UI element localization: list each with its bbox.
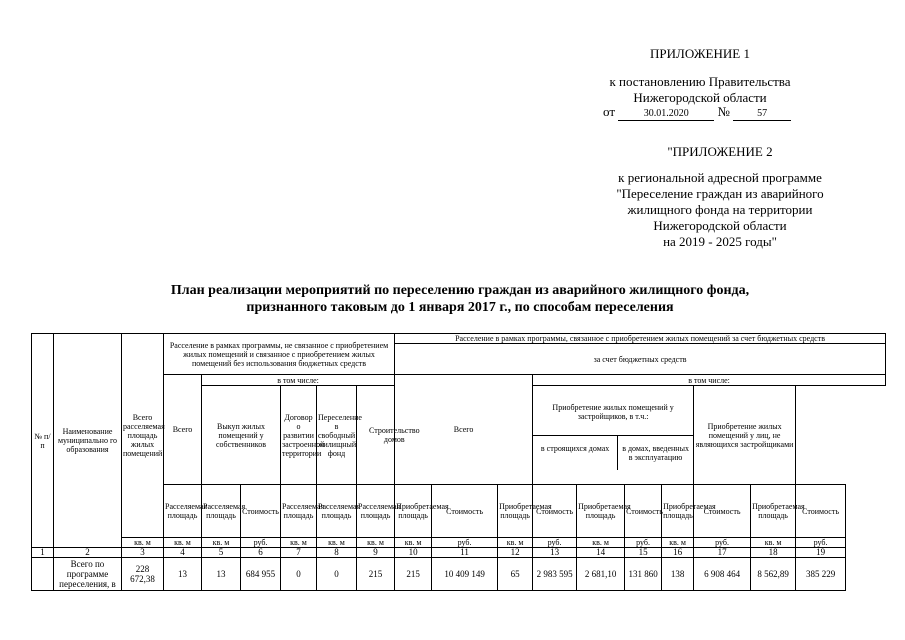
data-cell: 215: [357, 558, 395, 591]
column-number: 11: [432, 548, 498, 558]
subheader-cost: Стоимость: [625, 485, 662, 538]
subheader-resettled-area: Расселяемая площадь: [281, 485, 317, 538]
column-number: 6: [241, 548, 281, 558]
data-cell: 13: [202, 558, 241, 591]
unit-cell: руб.: [625, 538, 662, 548]
subheader-cost: Стоимость: [241, 485, 281, 538]
col-header-municipality: Наименование муниципально го образования: [54, 334, 122, 548]
column-number: 10: [395, 548, 432, 558]
data-cell: 0: [317, 558, 357, 591]
group-header-budget: Расселение в рамках программы, связанное с приобретением жилых помещений за счет бюджетных средств: [395, 334, 886, 344]
row-number: [32, 558, 54, 591]
col-header-buyout: Выкуп жилых помещений у собственников: [202, 386, 281, 485]
unit-cell: кв. м: [122, 538, 164, 548]
unit-cell: кв. м: [202, 538, 241, 548]
data-cell: 2 681,10: [577, 558, 625, 591]
subheader-cost: Стоимость: [796, 485, 846, 538]
unit-cell: кв. м: [395, 538, 432, 548]
subheader-acquired-area: Приобретаемая площадь: [662, 485, 694, 538]
subheader-resettled-area: Расселяемая площадь: [164, 485, 202, 538]
column-number: 9: [357, 548, 395, 558]
resolution-reference: [560, 74, 840, 106]
subheader-resettled-area: Расселяемая площадь: [357, 485, 395, 538]
resolution-line: Нижегородской области: [633, 90, 767, 105]
data-cell: 2 983 595: [533, 558, 577, 591]
resolution-line: к постановлению Правительства: [609, 74, 791, 89]
unit-cell: руб.: [432, 538, 498, 548]
col-header-number: № п/п: [32, 334, 54, 548]
subheader-resettled-area: Расселяемая площадь: [202, 485, 241, 538]
column-number: 1: [32, 548, 54, 558]
program-line: к региональной адресной программе: [618, 170, 822, 185]
title-line: План реализации мероприятий по переселению граждан из аварийного жилищного фонда,: [170, 283, 750, 298]
col-header-under-construction: в строящихся домах: [533, 436, 618, 470]
column-number: 15: [625, 548, 662, 558]
col-header-contract: Договор о развитии застроенной территории: [281, 386, 317, 485]
appendix-2-title: "ПРИЛОЖЕНИЕ 2: [667, 144, 773, 159]
col-header-construction: Строительство домов: [357, 386, 432, 485]
data-cell: 65: [498, 558, 533, 591]
title-line: признанного таковым до 1 января 2017 г., по способам переселения: [246, 300, 674, 315]
table-row: [32, 558, 886, 591]
acq-developers-subheaders: [533, 435, 693, 470]
unit-cell: кв. м: [498, 538, 533, 548]
column-number: 19: [796, 548, 846, 558]
unit-cell: кв. м: [751, 538, 796, 548]
column-number: 7: [281, 548, 317, 558]
row-name: Всего по программе переселения, в: [54, 558, 122, 591]
number-label: №: [717, 104, 730, 119]
subheader-cost: Стоимость: [432, 485, 498, 538]
col-header-commissioned: в домах, введенных в эксплуатацию: [622, 443, 689, 462]
unit-cell: руб.: [796, 538, 846, 548]
subheader-acquired-area: Приобретаемая площадь: [395, 485, 432, 538]
resolution-date-number: [603, 104, 791, 121]
unit-cell: кв. м: [357, 538, 395, 548]
budget-funds-header: за счет бюджетных средств: [395, 344, 886, 375]
col-header-total-a: Всего: [164, 375, 202, 485]
column-number: 12: [498, 548, 533, 558]
col-header-free-fund: Переселение в свободный жилищный фонд: [317, 386, 357, 485]
data-cell: 684 955: [241, 558, 281, 591]
acq-developers-label: Приобретение жилых помещений у застройщиков, в т.ч.:: [552, 402, 674, 421]
subheader-acquired-area: Приобретаемая площадь: [498, 485, 533, 538]
col-header-acq-developers: [533, 386, 694, 485]
subheader-cost: Стоимость: [694, 485, 751, 538]
program-line: Нижегородской области: [653, 218, 787, 233]
column-number: 18: [751, 548, 796, 558]
data-cell: 138: [662, 558, 694, 591]
data-cell: 10 409 149: [432, 558, 498, 591]
column-number: 17: [694, 548, 751, 558]
program-reference: [560, 170, 880, 250]
data-cell: 6 908 464: [694, 558, 751, 591]
column-number: 13: [533, 548, 577, 558]
col-header-total-b: Всего: [395, 375, 533, 485]
from-label: от: [603, 104, 616, 119]
col-header-acq-non-developers: Приобретение жилых помещений у лиц, не являющихся застройщиками: [694, 386, 796, 485]
resettlement-plan-table: [31, 333, 886, 591]
unit-cell: кв. м: [317, 538, 357, 548]
data-cell: 228 672,38: [122, 558, 164, 591]
resolution-number: 57: [733, 108, 791, 121]
appendix-1-title: ПРИЛОЖЕНИЕ 1: [650, 46, 750, 61]
program-line: "Переселение граждан из аварийного: [616, 186, 824, 201]
including-header-b: в том числе:: [533, 375, 886, 386]
resolution-date: 30.01.2020: [618, 108, 714, 121]
program-line: на 2019 - 2025 годы": [663, 234, 777, 249]
data-cell: 13: [164, 558, 202, 591]
col-header-total-area: Всего расселяемая площадь жилых помещений: [122, 334, 164, 538]
column-number: 2: [54, 548, 122, 558]
column-number: 5: [202, 548, 241, 558]
unit-cell: кв. м: [281, 538, 317, 548]
column-number: 14: [577, 548, 625, 558]
subheader-resettled-area: Расселяемая площадь: [317, 485, 357, 538]
column-number: 8: [317, 548, 357, 558]
column-number: 4: [164, 548, 202, 558]
data-cell: 0: [281, 558, 317, 591]
including-header-a: в том числе:: [202, 375, 395, 386]
data-cell: 131 860: [625, 558, 662, 591]
data-cell: 8 562,89: [751, 558, 796, 591]
column-number: 16: [662, 548, 694, 558]
unit-cell: руб.: [241, 538, 281, 548]
group-header-no-budget: Расселение в рамках программы, не связанное с приобретением жилых помещений и связанное с приобретением жилых помещений без использования бюджетных средств: [164, 334, 395, 375]
column-number: 3: [122, 548, 164, 558]
data-cell: 215: [395, 558, 432, 591]
unit-cell: кв. м: [662, 538, 694, 548]
unit-cell: кв. м: [164, 538, 202, 548]
subheader-acquired-area: Приобретаемая площадь: [751, 485, 796, 538]
unit-cell: кв. м: [577, 538, 625, 548]
unit-cell: руб.: [533, 538, 577, 548]
document-title: [90, 282, 830, 316]
program-line: жилищного фонда на территории: [627, 202, 813, 217]
unit-cell: руб.: [694, 538, 751, 548]
subheader-cost: Стоимость: [533, 485, 577, 538]
subheader-acquired-area: Приобретаемая площадь: [577, 485, 625, 538]
data-cell: 385 229: [796, 558, 846, 591]
